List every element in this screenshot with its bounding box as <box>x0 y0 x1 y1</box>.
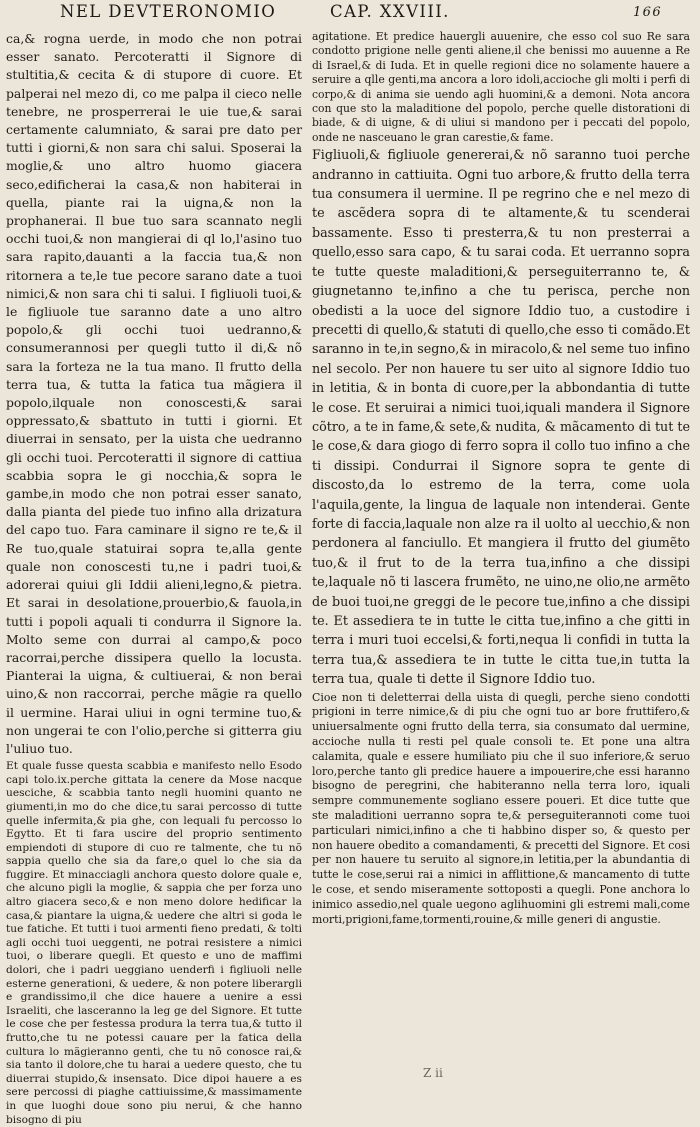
signature-mark: Z ii <box>423 1066 443 1080</box>
scripture-text: Figliuoli,& figliuole genererai,& nõ saranno tuoi perche andranno in cattiuita. Ogni tuo arbore,& frutto della terra tua consumera il uermine. Il pe regrino che e nel mezo di te ascẽdera sopra di te altamente,& tu scenderai bassamente. Esso ti presterra,& tu non presterrai a quello,esso sara capo, & tu sarai coda. Et uerranno sopra te tutte queste maladitioni,& perseguiterranno te, & giugnetanno te,infino a che tu perisca, perche non obedisti a la uoce del signore Iddio tuo, a custodire i precetti di quello,& statuti di quello,che esso ti comãdo.Et saranno in te,in segno,& in miracolo,& nel seme tuo infino nel secolo. Per non hauere tu ser uito al signore Iddio tuo in letitia, & in bonta di cuore,per la abbondantia di tutte le cose. Et seruirai a nimici tuoi,iquali mandera il Signore cõtro, a te in fame,& sete,& nudita, & mãcamento di tut te le cose,& dara giogo di ferro sopra il collo tuo infino a che ti dissipi. Condurrai il Signore sopra te gente di discosto,da lo estremo de la terra, come uola l'aquila,gente, la lingua de laquale non intenderai. Gente forte di faccia,laquale non alze ra il uolto al uecchio,& non perdonera al fanciullo. Et mangiera il frutto del giumẽto tuo,& il frut to de la terra tua,infino a che dissipi te,laquale nõ ti lascera frumẽto, ne uino,ne olio,ne armẽto de buoi tuoi,ne greggi de le pecore tue,infino a che dissipi te. Et assediera te in tutte le citta tue,infino a che gitti in terra i muri tuoi eccelsi,& forti,nequa li confidi in tutta la terra tua,& assediera te in tutte le citta tue,in tutta la terra tua, quale ti dette il Signore Iddio tuo. <box>312 147 690 687</box>
scripture-text: ca,& rogna uerde, in modo che non potrai esser sanato. Percoteratti il Signore di stultitia,& cecita & di stupore di cuore. Et palperai nel mezo di, co me palpa il cieco nelle tenebre, ne prosperrerai le uie tue,& sarai certamente calumniato, & sarai pre dato per tutti i giorni,& non sara chi salui. Sposerai la moglie,& uno altro huomo giacera seco,edificherai la casa,& non habiterai in quella, piante rai la uigna,& non la prophanerai. Il bue tuo sara scannato negli occhi tuoi,& non mangierai di ql lo,l'asino tuo sara rapito,dauanti a la faccia tua,& non ritornera a te,le tue pecore sarano date a tuoi nimici,& non sara chi ti salui. I figliuoli tuoi,& le figliuole tue saranno date a uno altro popolo,& gli occhi tuoi uedranno,& consumerannosi per quegli tutto il di,& nõ sara la forteza ne la tua mano. Il frutto della terra tua, & tutta la fatica tua mãgiera il popolo,ilquale non conoscesti,& sarai oppressato,& sbattuto in tutti i giorni. Et diuerrai in sensato, per la uista che uedranno gli occhi tuoi. Percoteratti il signore di cattiua scabbia sopra le gi nocchia,& sopra le gambe,in modo che non potrai esser sanato, dalla pianta del piede tuo infino alla drizatura del capo tuo. Fara caminare il signo re te,& il Re tuo,quale statuirai sopra te,alla gente quale non conoscesti tu,ne i padri tuoi,& adorerai quiui gli Iddii alieni,legno,& pietra. Et sarai in desolatione,prouerbio,& fauola,in tutti i popoli aquali ti condurra il Signore la. Molto seme con durrai al campo,& poco racorrai,perche dissipera quello la locusta. Pianterai la uigna, & cultiuerai, & non berai uino,& non raccorrai, perche mãgie ra quello il uermine. Harai uliui in ogni termine tuo,& non ungerai te con l'olio,perche si gitterra giu l'uliuo tuo. <box>6 31 302 756</box>
commentary-text: Cioe non ti deletterrai della uista di quegli, perche sieno condotti prigioni in terre nimice,& di piu che ogni tuo ar bore fruttifero,& uniuersalmente ogni frutto della terra, sia consumato dal uermine, accioche nulla ti resti pel quale consoli te. Et pone una altra calamita, quale e essere humiliato piu che il suo inferiore,& seruo loro,perche tanto gli predice hauere a impouerire,che essi haranno bisogno de peregrini, che habiteranno nella terra loro, iquali sempre communemente sogliano essere poueri. Et dice tutte que ste maladitioni uerranno sopra te,& perseguiterannoti come tuoi particulari nimici,infino a che ti habbino disper so, & questo per non hauere obedito a comandamenti, & precetti del Signore. Et cosi per non hauere tu seruito al signore,in letitia,per la abundantia di tutte le cose,serui rai a nimici in afflittione,& mancamento di tutte le cose, et sendo miseramente sottoposti a quegli. Pone anchora lo inimico assedio,nel quale uegono aglihuomini gli estremi mali,come morti,prigioni,fame,tormenti,rouine,& mille generi di angustie. <box>312 690 690 926</box>
page-number: 166 <box>632 5 662 20</box>
left-column <box>6 30 302 1126</box>
header-chapter: CAP. XXVIII. <box>330 2 450 21</box>
commentary-text: Et quale fusse questa scabbia e manifesto nello Esodo capi tolo.ix.perche gittata la cenere da Mose nacque uesciche, & scabbia tanto negli huomini quanto ne giumenti,in mo do che dice,tu sarai percosso di tutte quelle infermita,& pia ghe, con lequali fu percosso lo Egytto. Et ti fara uscire del proprio sentimento empiendoti di stupore di cuo re talmente, che tu nõ sappia quello che sia da fare,o quel lo che sia da fuggire. Et minacciagli anchora questo dolore quale e, che alcuno pigli la moglie, & sappia che per forza uno altro giacera seco,& e non meno dolore hedificar la casa,& piantare la uigna,& uedere che altri si goda le tue fatiche. Et tutti i tuoi armenti fieno predati, & tolti agli occhi tuoi ueggenti, ne potrai resistere a nimici tuoi, o liberare quegli. Et questo e uno de maffimi dolori, che i padri ueggiano uenderfi i figliuoli nelle esterne generationi, & uedere, & non potere liberargli e grandissimo,il che dice hauere a uenire a essi Israeliti, che lasceranno la leg ge del Signore. Et tutte le cose che per festessa produra la terra tua,& tutto il frutto,che tu ne potessi cauare per la fatica della cultura lo mãgieranno genti, che tu nõ conosce rai,& sia tanto il dolore,che tu harai a uedere questo, che tu diuerrai stupido,& insensato. Dice dipoi hauere a es sere percossi di piaghe cattiuissime,& massimamente in que luoghi doue sono piu nerui, & che hanno bisogno di piu <box>6 760 302 1126</box>
header-book-title: NEL DEVTERONOMIO <box>60 2 277 21</box>
running-header <box>60 2 670 26</box>
commentary-continuation: agitatione. Et predice hauergli auuenire, che esso col suo Re sara condotto prigione nelle genti aliene,il che benissi mo auuenne a Re di Israel,& di Iuda. Et in quelle regioni dice no solamente hauere a seruire a qlle genti,ma ancora a loro idoli,accioche gli molti i perfi di corpo,& di anima sie uendo agli huomini,& a demoni. Nota ancora con que sto la maladitione del popolo, perche quelle distorationi di biade, & di uigne, & di uliui si mandono per i peccati del popolo, onde ne nasceuano le gran carestie,& fame. <box>312 30 690 144</box>
right-column <box>312 30 690 1090</box>
